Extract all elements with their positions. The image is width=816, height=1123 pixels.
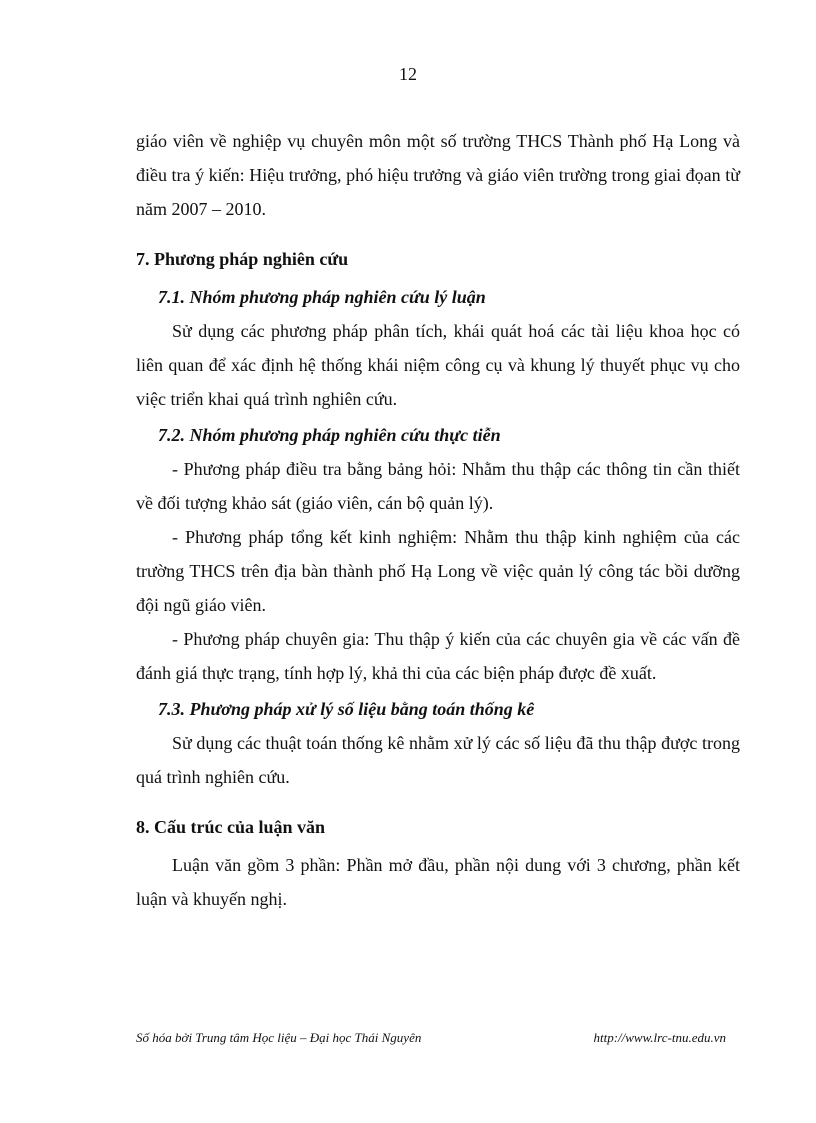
footer-url: http://www.lrc-tnu.edu.vn [593, 1030, 726, 1045]
section-7-3-paragraph: Sử dụng các thuật toán thống kê nhằm xử lý các số liệu đã thu thập được trong quá trình nghiên cứu. [136, 733, 740, 787]
document-body [136, 124, 740, 916]
survey-method-paragraph: - Phương pháp điều tra bằng bảng hỏi: Nhằm thu thập các thông tin cần thiết về đối tượng khảo sát (giáo viên, cán bộ quản lý). [136, 459, 740, 513]
section-7-3-heading: 7.3. Phương pháp xử lý số liệu bằng toán thống kê [158, 699, 535, 719]
expert-method-paragraph: - Phương pháp chuyên gia: Thu thập ý kiến của các chuyên gia về các vấn đề đánh giá thực trạng, tính hợp lý, khả thi của các biện pháp được đề xuất. [136, 629, 740, 683]
section-7-heading: 7. Phương pháp nghiên cứu [136, 249, 349, 269]
section-7-2-heading: 7.2. Nhóm phương pháp nghiên cứu thực tiễn [158, 425, 501, 445]
experience-method-paragraph: - Phương pháp tổng kết kinh nghiệm: Nhằm thu thập kinh nghiệm của các trường THCS trên địa bàn thành phố Hạ Long về việc quản lý công tác bồi dưỡng đội ngũ giáo viên. [136, 527, 740, 615]
section-7-1-paragraph: Sử dụng các phương pháp phân tích, khái quát hoá các tài liệu khoa học có liên quan để xác định hệ thống khái niệm công cụ và khung lý thuyết phục vụ cho việc triển khai quá trình nghiên cứu. [136, 321, 740, 409]
section-7-1-heading: 7.1. Nhóm phương pháp nghiên cứu lý luận [158, 287, 486, 307]
section-8-heading: 8. Cấu trúc của luận văn [136, 817, 326, 837]
section-8-paragraph: Luận văn gồm 3 phần: Phần mở đầu, phần nội dung với 3 chương, phần kết luận và khuyến nghị. [136, 855, 740, 909]
footer-source: Số hóa bởi Trung tâm Học liệu – Đại học Thái Nguyên [136, 1030, 422, 1045]
page-number: 12 [399, 64, 417, 84]
intro-paragraph: giáo viên về nghiệp vụ chuyên môn một số trường THCS Thành phố Hạ Long và điều tra ý kiến: Hiệu trưởng, phó hiệu trưởng và giáo viên trường trong giai đọan từ năm 2007 – 2010. [136, 131, 740, 219]
